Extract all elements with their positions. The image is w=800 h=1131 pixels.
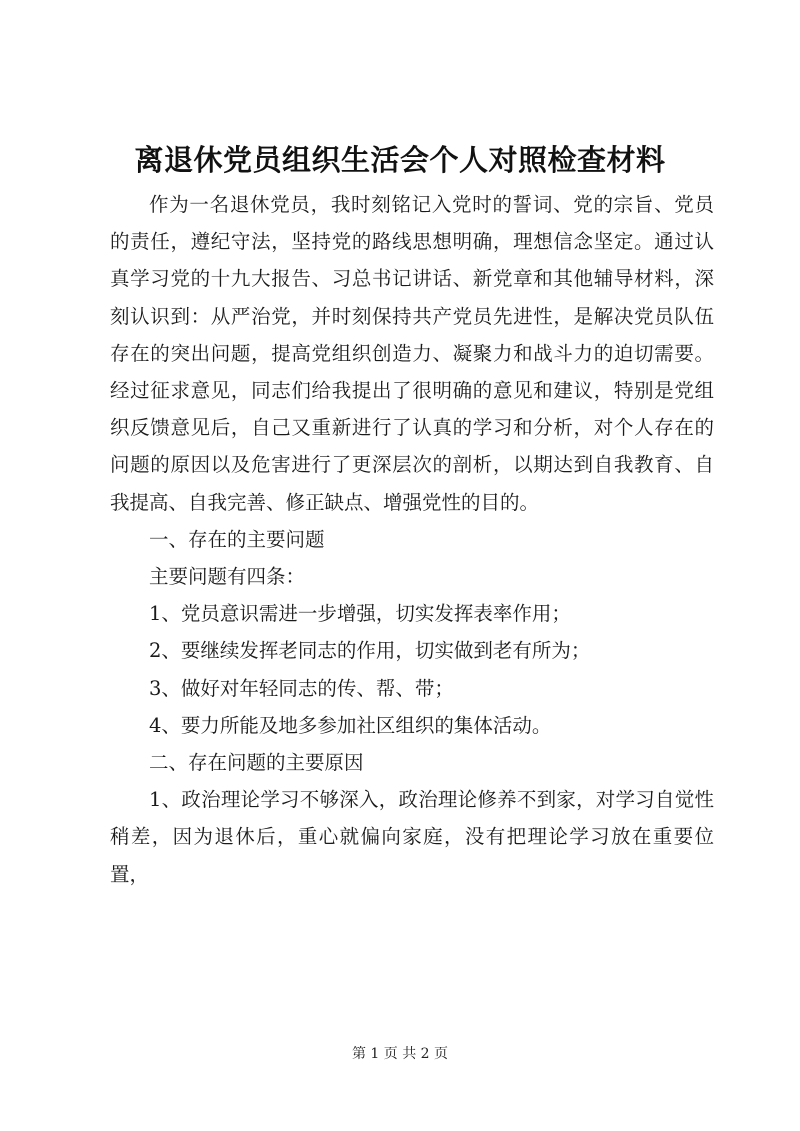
heading-section-2: 二、存在问题的主要原因 [149, 751, 364, 775]
paragraph-intro: 作为一名退休党员，我时刻铭记入党时的誓词、党的宗旨、党员的责任，遵纪守法，坚持党的路线思想明确，理想信念坚定。通过认真学习党的十九大报告、习总书记讲话、新党章和其他辅导材料，深刻认识到：从严治党，并时刻保持共产党员先进性，是解决党员队伍存在的突出问题，提高党组织创造力、凝聚力和战斗力的迫切需要。经过征求意见，同志们给我提出了很明确的意见和建议，特别是党组织反馈意见后，自己又重新进行了认真的学习和分析，对个人存在的问题的原因以及危害进行了更深层次的剖析，以期达到自我教育、自我提高、自我完善、修正缺点、增强党性的目的。 [110, 193, 714, 514]
list-item-problem-3: 3、做好对年轻同志的传、帮、带； [149, 676, 454, 700]
heading-section-1: 一、存在的主要问题 [149, 527, 325, 551]
paragraph-problem-count: 主要问题有四条： [149, 565, 306, 589]
document-body [110, 186, 714, 893]
document-title: 离退休党员组织生活会个人对照检查材料 [134, 143, 666, 177]
paragraph-cause-1: 1、政治理论学习不够深入，政治理论修养不到家，对学习自觉性稍差，因为退休后，重心就偏向家庭，没有把理论学习放在重要位置， [110, 788, 714, 886]
list-item-problem-2: 2、要继续发挥老同志的作用，切实做到老有所为； [149, 639, 591, 663]
list-item-problem-4: 4、要力所能及地多参加社区组织的集体活动。 [149, 713, 552, 737]
list-item-problem-1: 1、党员意识需进一步增强，切实发挥表率作用； [149, 602, 571, 626]
page-footer: 第 1 页 共 2 页 [351, 1046, 449, 1062]
